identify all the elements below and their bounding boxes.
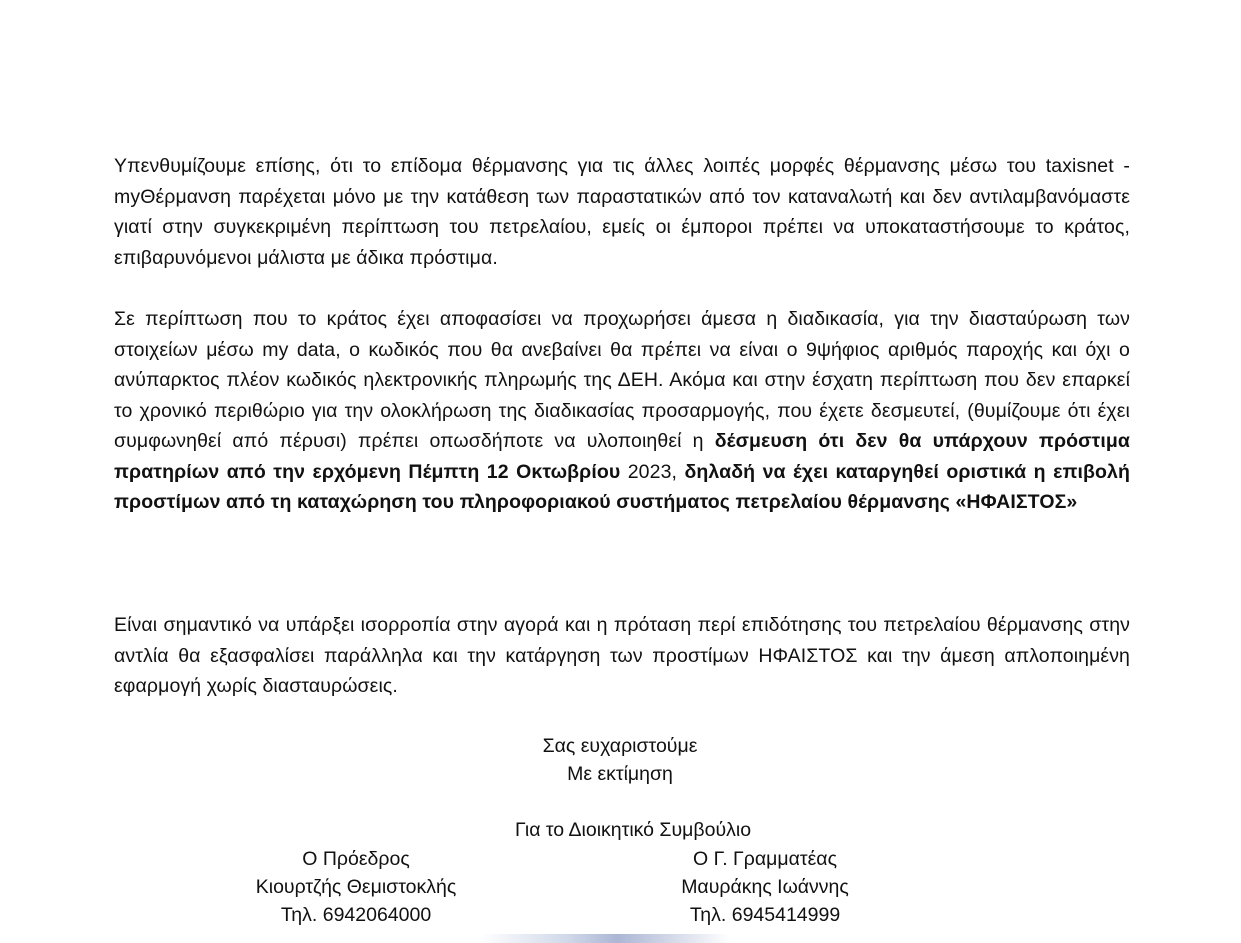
- signatory-president-name: Κιουρτζής Θεμιστοκλής: [255, 876, 457, 898]
- paragraph2-text-part1: Σε περίπτωση που το κράτος έχει αποφασίσει να προχωρήσει άμεσα η διαδικασία, για την διασταύρωση των στοιχείων μέσω my data, ο κωδικός που θα ανεβαίνει θα πρέπει να είναι ο 9ψήφιος αριθμός παροχής και όχι ο ανύπαρκτος πλέον κωδικός ηλεκτρονικής πληρωμής της ΔΕΗ. Ακόμα και στην έσχατη περίπτωση που δεν επαρκεί το χρονικό περιθώριο για την ολοκλήρωση της διαδικασίας προσαρμογής, που έχετε δεσμευτεί, (θυμίζουμε ότι έχει συμφωνηθεί από πέρυσι) πρέπει οπωσδήποτε να υλοποιηθεί η: [114, 308, 1130, 452]
- closing-regards: Με εκτίμηση: [567, 763, 673, 785]
- paragraph-market-balance: Είναι σημαντικό να υπάρξει ισορροπία στην αγορά και η πρόταση περί επιδότησης του πετρελαίου θέρμανσης στην αντλία θα εξασφαλίσει παράλληλα και την κατάργηση των προστίμων ΗΦΑΙΣΤΟΣ και την άμεση απλοποιημένη εφαρμογή χωρίς διασταυρώσεις.: [114, 614, 1130, 697]
- signatory-president-phone: Τηλ. 6942064000: [280, 904, 432, 926]
- signatory-president: [191, 845, 521, 929]
- paragraph2-bold-abolition: δηλαδή να έχει καταργηθεί οριστικά η επιβολή προστίμων από τη καταχώρηση του πληροφοριακού συστήματος πετρελαίου θέρμανσης «ΗΦΑΙΣΤΟΣ»: [114, 460, 1130, 513]
- signatory-president-role: Ο Πρόεδρος: [302, 848, 410, 870]
- paragraph-cross-check-procedure: [114, 304, 1130, 518]
- paragraph2-text-part2: 2023,: [620, 460, 685, 483]
- signatory-secretary: [600, 845, 930, 929]
- signatory-secretary-phone: Τηλ. 6945414999: [689, 904, 841, 926]
- signatory-secretary-role: Ο Γ. Γραμματέας: [693, 848, 837, 870]
- closing-thanks: Σας ευχαριστούμε: [542, 735, 698, 757]
- stamp-fragment: [480, 934, 730, 943]
- paragraph-heating-allowance: Υπενθυμίζουμε επίσης, ότι το επίδομα θέρμανσης για τις άλλες λοιπές μορφές θέρμανσης μέσω του taxisnet - myΘέρμανση παρέχεται μόνο με την κατάθεση των παραστατικών από τον καταναλωτή και δεν αντιλαμβανόμαστε γιατί στην συγκεκριμένη περίπτωση του πετρελαίου, εμείς οι έμποροι πρέπει να υποκαταστήσουμε το κράτος, επιβαρυνόμενοι μάλιστα με άδικα πρόστιμα.: [114, 155, 1130, 269]
- signatory-secretary-name: Μαυράκης Ιωάννης: [681, 876, 849, 898]
- closing-board: Για το Διοικητικό Συμβούλιο: [514, 819, 752, 841]
- paragraph2-bold-commitment: δέσμευση ότι δεν θα υπάρχουν πρόστιμα πρατηρίων από την ερχόμενη Πέμπτη 12 Οκτωβρίου: [114, 430, 1130, 483]
